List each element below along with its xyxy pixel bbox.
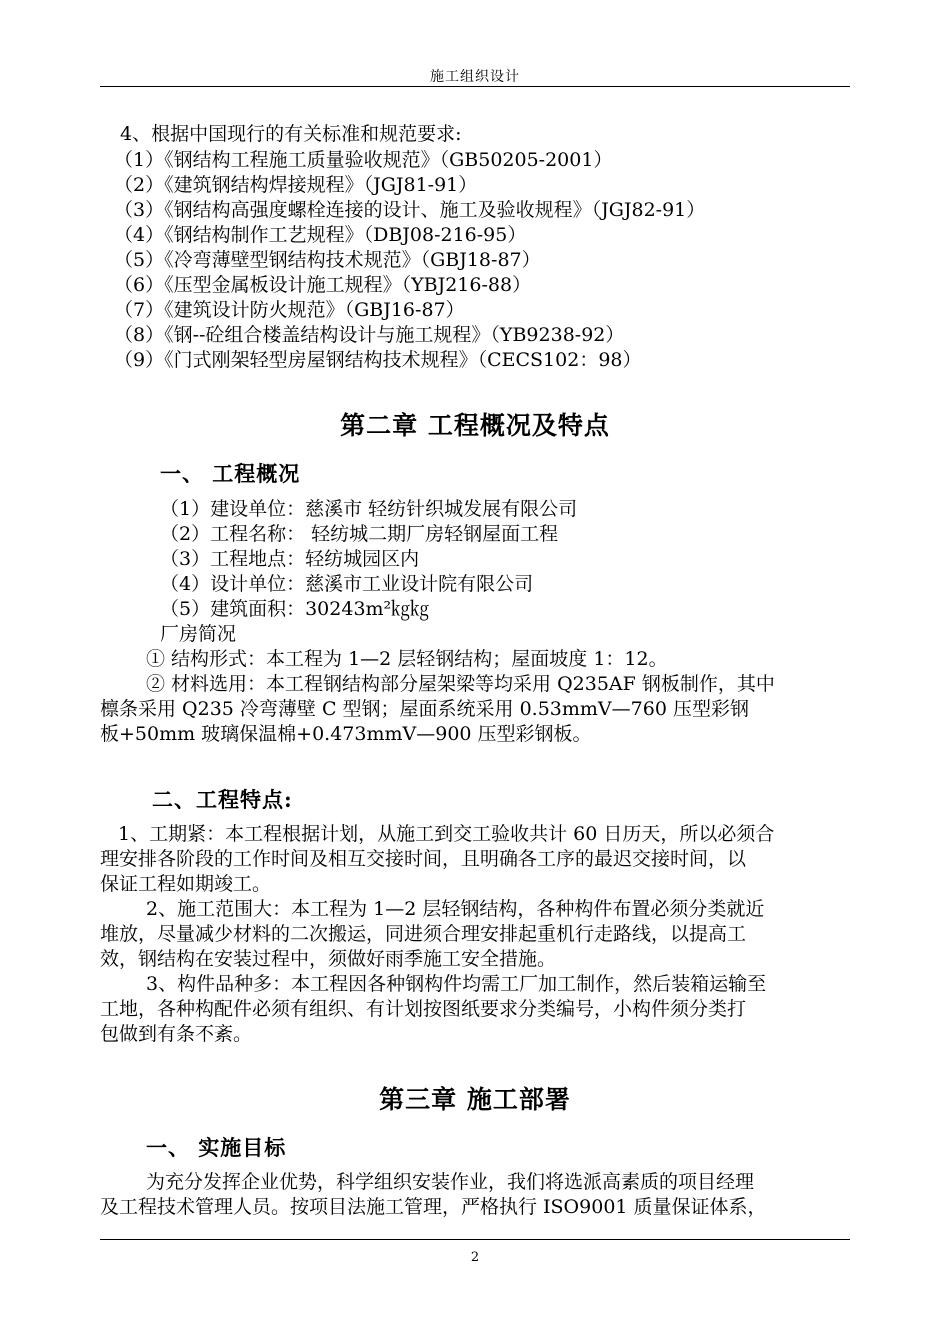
overview-item: （4）设计单位：慈溪市工业设计院有限公司 (160, 573, 534, 595)
footer-rule (100, 1239, 850, 1240)
overview-item: （3）工程地点：轻纺城园区内 (160, 548, 420, 570)
overview-item: （2）工程名称： 轻纺城二期厂房轻钢屋面工程 (160, 523, 559, 545)
features-line: 3、构件品种多：本工程因各种钢构件均需工厂加工制作，然后装箱运输至 (146, 973, 767, 995)
standard-item: （5）《冷弯薄壁型钢结构技术规范》（GBJ18-87） (114, 249, 541, 271)
overview-heading: 一、 工程概况 (160, 461, 301, 486)
header-rule (100, 86, 850, 87)
materials-line: 檩条采用 Q235 冷弯薄壁 C 型钢；屋面系统采用 0.53mmV—760 压型彩钢 (100, 698, 749, 720)
overview-item: （1）建设单位：慈溪市 轻纺针织城发展有限公司 (160, 498, 578, 520)
structure-form: ① 结构形式：本工程为 1—2 层轻钢结构；屋面坡度 1：12。 (146, 648, 668, 670)
chapter-3-title: 第三章 施工部署 (379, 1085, 571, 1114)
standard-item: （8）《钢--砼组合楼盖结构设计与施工规程》（YB9238-92） (114, 324, 625, 346)
features-heading: 二、工程特点: (152, 787, 293, 812)
page-header-title: 施工组织设计 (430, 69, 520, 85)
standard-item: （3）《钢结构高强度螺栓连接的设计、施工及验收规程》（JGJ82-91） (114, 199, 706, 221)
goal-line: 为充分发挥企业优势，科学组织安装作业，我们将选派高素质的项目经理 (146, 1171, 755, 1193)
features-line: 1、工期紧：本工程根据计划，从施工到交工验收共计 60 日历天，所以必须合 (118, 823, 775, 845)
features-line: 保证工程如期竣工。 (100, 873, 272, 895)
features-line: 效，钢结构在安装过程中，须做好雨季施工安全措施。 (100, 948, 557, 970)
materials-line: ② 材料选用：本工程钢结构部分屋架梁等均采用 Q235AF 钢板制作，其中 (146, 673, 775, 695)
features-line: 2、施工范围大：本工程为 1—2 层轻钢结构，各种构件布置必须分类就近 (146, 898, 765, 920)
page-number: 2 (470, 1250, 480, 1265)
standards-intro: 4、根据中国现行的有关标准和规范要求: (120, 123, 462, 145)
factory-label: 厂房简况 (160, 623, 237, 645)
features-line: 工地，各种构配件必须有组织、有计划按图纸要求分类编号，小构件须分类打 (100, 998, 747, 1020)
goal-heading: 一、 实施目标 (146, 1135, 287, 1160)
materials-line: 板+50mm 玻璃保温棉+0.473mmV—900 压型彩钢板。 (100, 723, 592, 745)
standard-item: （1）《钢结构工程施工质量验收规范》（GB50205-2001） (114, 149, 613, 171)
features-line: 理安排各阶段的工作时间及相互交接时间，且明确各工序的最迟交接时间，以 (100, 848, 747, 870)
goal-line: 及工程技术管理人员。按项目法施工管理，严格执行 ISO9001 质量保证体系， (100, 1196, 767, 1218)
overview-item: （5）建筑面积：30243m²㎏㎏ (160, 598, 430, 620)
standard-item: （6）《压型金属板设计施工规程》（YBJ216-88） (114, 274, 532, 296)
standard-item: （4）《钢结构制作工艺规程》（DBJ08-216-95） (114, 224, 527, 246)
chapter-2-title: 第二章 工程概况及特点 (340, 411, 610, 440)
standard-item: （7）《建筑设计防火规范》（GBJ16-87） (114, 299, 465, 321)
standard-item: （9）《门式刚架轻型房屋钢结构技术规程》（CECS102：98） (114, 349, 642, 371)
standard-item: （2）《建筑钢结构焊接规程》（JGJ81-91） (114, 174, 478, 196)
features-line: 包做到有条不紊。 (100, 1023, 253, 1045)
features-line: 堆放，尽量减少材料的二次搬运，同进须合理安排起重机行走路线，以提高工 (100, 923, 747, 945)
